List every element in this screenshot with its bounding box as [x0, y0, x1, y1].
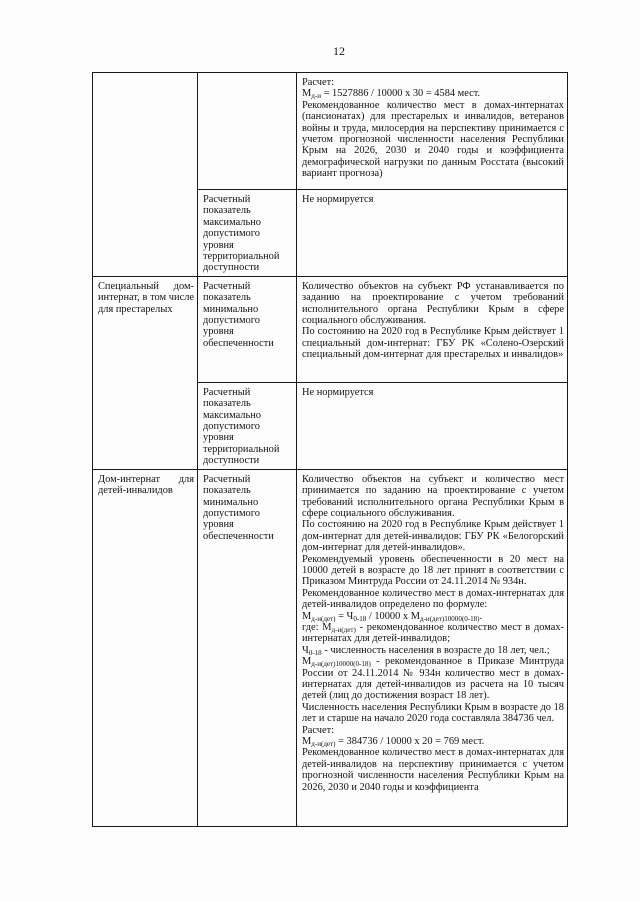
table-row — [93, 73, 568, 190]
cell-paragraph: $Ч_{0-18}$ - численность населения в возрасте до 18 лет, чел.; — [302, 644, 550, 657]
cell-paragraph: Рекомендованное количество мест в домах-интернатах для детей-инвалидов на перспективу принимается с учетом прогнозной численности населения Республики Крым на 2026, 2030 и 2040 годы и коэффициента — [302, 747, 564, 793]
subscript: д-и(дет) — [311, 740, 336, 749]
value-cell — [297, 382, 568, 469]
object-cell: Специальный дом-интернат, в том числе для престарелых — [93, 276, 198, 469]
table-row — [93, 469, 568, 826]
indicator-cell: Расчетный показатель минимально допустимого уровня обеспеченности — [198, 469, 297, 826]
subscript: д-и(дет) — [311, 614, 336, 623]
table-row — [93, 276, 568, 382]
cell-paragraph: Количество объектов на субъект и количество мест принимается по заданию на проектирование с учетом требований исполнительного органа Республики Крым в сфере социального обслуживания. — [302, 473, 564, 519]
indicator-cell: Расчетный показатель минимально допустимого уровня обеспеченности — [198, 276, 297, 382]
cell-paragraph: где: $М_{д-и(дет)}$ - рекомендованное количество мест в домах-интернатах для детей-инвалидов; — [302, 621, 565, 645]
cell-paragraph: Численность населения Республики Крым в возрасте до 18 лет и старше на начало 2020 года составляла 384736 чел. — [302, 701, 564, 725]
indicator-cell — [198, 73, 297, 190]
cell-paragraph: По состоянию на 2020 год в Республике Крым действует 1 специальный дом-интернат: ГБУ РК «Солено-Озерский специальный дом-интернат для престарелых и инвалидов» — [302, 326, 564, 361]
subscript: д-и(дет)10000(0-18) — [311, 660, 371, 669]
cell-paragraph: Расчет: — [302, 724, 335, 736]
value-cell — [297, 469, 568, 826]
cell-paragraph: Не нормируется — [302, 386, 374, 398]
cell-paragraph: Рекомендуемый уровень обеспеченности в 20 мест на 10000 детей в возрасте до 18 лет принят в соответствии с Приказом Минтруда России от 24.11.2014 № 934н. — [302, 553, 564, 588]
cell-paragraph: Рекомендованное количество мест в домах-интернатах (пансионатах) для престарелых и инвалидов, ветеранов войны и труда, милосердия на перспективу принимается с учетом прогнозной численности населения Республики Крым на 2026, 2030 и 2040 годы и коэффициента демографической нагрузки по данным Росстата (высокий вариант прогноза) — [302, 99, 564, 180]
subscript: 0-18 — [308, 648, 322, 657]
cell-paragraph: $М_{д-и(дет)} = Ч_{0-18} / 10000$ х $М_{д-и(дет)10000(0-18)}$. — [302, 610, 483, 623]
indicator-cell: Расчетный показатель максимально допустимого уровня территориальной доступности — [198, 382, 297, 469]
table-body — [93, 73, 568, 827]
page-number: 12 — [333, 44, 345, 58]
cell-paragraph: Не нормируется — [302, 194, 374, 205]
cell-paragraph: Количество объектов на субъект РФ устанавливается по заданию на проектирование с учетом требований исполнительного органа Республики Крым в сфере социального обслуживания. — [302, 280, 564, 327]
standards-table — [92, 72, 568, 827]
cell-paragraph: $М_{д-и(дет)} = 384736 / 10000$ х 20 = 769 мест. — [302, 736, 485, 749]
indicator-cell: Расчетный показатель максимально допустимого уровня территориальной доступности — [198, 190, 297, 277]
cell-paragraph: Расчет: — [302, 77, 335, 88]
cell-paragraph: Рекомендованное количество мест в домах-интернатах для детей-инвалидов определено по формуле: — [302, 587, 564, 611]
cell-paragraph: $М_{д-и} = 1527886 / 10000$ х 30 = 4584 мест. — [302, 88, 481, 101]
value-cell — [297, 276, 568, 382]
value-cell — [297, 190, 568, 277]
subscript: д-и(дет) — [331, 625, 356, 634]
value-cell — [297, 73, 568, 190]
subscript: д-и(дет)10000(0-18) — [419, 614, 480, 623]
subscript: д-и — [311, 92, 321, 101]
object-cell: Дом-интернат для детей-инвалидов — [93, 469, 198, 826]
cell-paragraph: $М_{д-и(дет)10000(0-18)}$ - рекомендованное в Приказе Минтруда России от 24.11.2014 № 934н количество мест в домах-интернатах для детей-инвалидов из расчета на 10 тысяч детей (лиц до достижения возраст 18 лет). — [302, 656, 564, 702]
cell-paragraph: По состоянию на 2020 год в Республике Крым действует 1 дом-интернат для детей-инвалидов: ГБУ РК «Белогорский дом-интернат для детей-инвалидов». — [302, 519, 564, 554]
subscript: 0-18 — [353, 614, 367, 623]
object-cell — [93, 73, 198, 277]
